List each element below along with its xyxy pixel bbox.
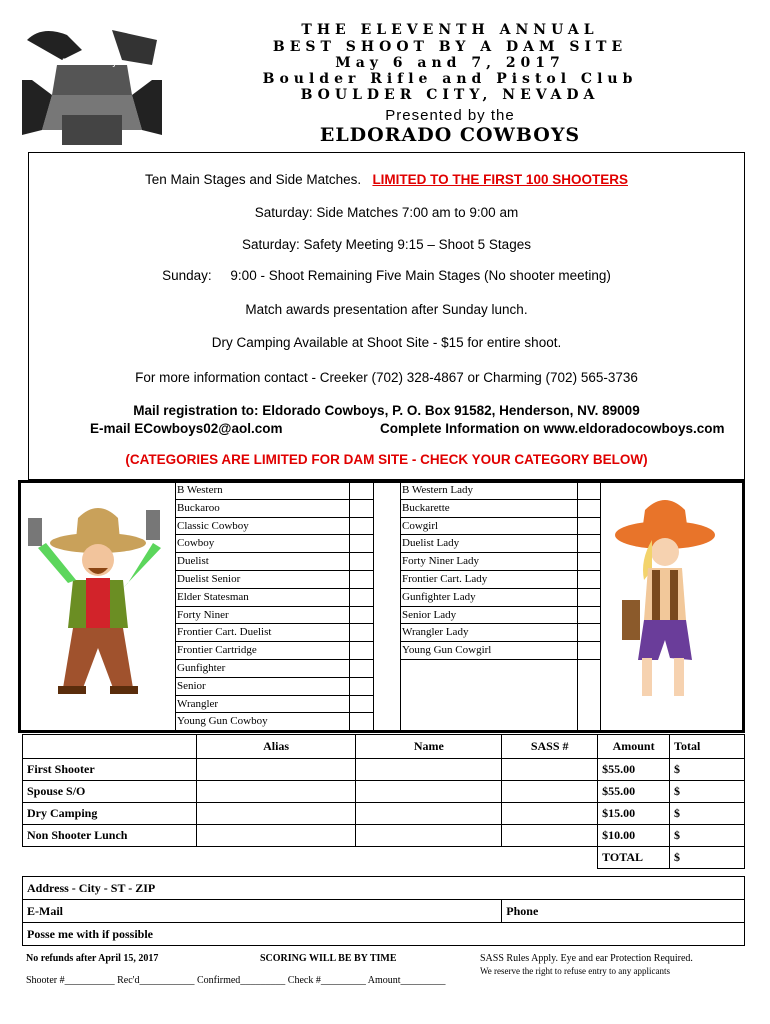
- sunday-label: Sunday:: [162, 268, 212, 283]
- empty-cell: [196, 825, 356, 847]
- total-row: [23, 847, 745, 869]
- email-text: E-mail ECowboys02@aol.com: [90, 421, 283, 436]
- category-row[interactable]: [175, 553, 374, 571]
- title-line-3: May 6 and 7, 2017: [335, 55, 565, 71]
- category-label: Duelist Senior: [177, 572, 241, 585]
- address-field[interactable]: Address - City - ST - ZIP: [23, 877, 745, 900]
- category-label: Duelist: [177, 555, 209, 568]
- category-label: Buckaroo: [177, 501, 220, 514]
- category-label: B Western: [177, 484, 223, 496]
- category-row[interactable]: [175, 589, 374, 607]
- info-line-6: Dry Camping Available at Shoot Site - $15 for entire shoot.: [211, 335, 562, 350]
- category-row[interactable]: [400, 518, 601, 536]
- svg-text:Boulder City: Boulder City: [62, 58, 118, 68]
- organization-name: ELDORADO COWBOYS: [319, 124, 581, 146]
- rules-line-1: SASS Rules Apply. Eye and ear Protection Required.: [480, 953, 693, 964]
- women-categories-list: [400, 482, 601, 660]
- category-label: Frontier Cart. Lady: [402, 572, 488, 585]
- stages-text: Ten Main Stages and Side Matches.: [145, 172, 362, 187]
- category-label: Buckarette: [402, 501, 450, 514]
- category-row[interactable]: [175, 678, 374, 696]
- email-field[interactable]: E-Mail: [23, 900, 502, 923]
- header-amount: Amount: [598, 735, 670, 759]
- website-text: Complete Information on www.eldoradocowboys.com: [380, 421, 725, 436]
- category-row[interactable]: [175, 642, 374, 660]
- category-row[interactable]: [400, 535, 601, 553]
- table-row: [23, 759, 745, 781]
- category-label: Senior Lady: [402, 608, 457, 621]
- info-line-7: For more information contact - Creeker (702) 328-4867 or Charming (702) 565-3736: [135, 370, 638, 385]
- category-label: Forty Niner Lady: [402, 555, 479, 568]
- category-row[interactable]: [400, 589, 601, 607]
- category-label: Senior: [177, 679, 206, 692]
- header-blank: [23, 735, 197, 759]
- category-row[interactable]: [400, 500, 601, 518]
- amount-cell: $10.00: [598, 825, 670, 847]
- phone-field[interactable]: Phone: [502, 900, 745, 923]
- alias-field[interactable]: [196, 781, 356, 803]
- registration-header-row: [23, 735, 745, 759]
- empty-cell: [502, 803, 598, 825]
- category-row[interactable]: [175, 607, 374, 625]
- title-line-2: BEST SHOOT BY A DAM SITE: [272, 39, 628, 55]
- category-row[interactable]: [400, 571, 601, 589]
- row-label: Spouse S/O: [23, 781, 197, 803]
- category-label: Forty Niner: [177, 608, 229, 621]
- header-sass: SASS #: [502, 735, 598, 759]
- category-label: Elder Statesman: [177, 590, 249, 603]
- amount-cell: $55.00: [598, 781, 670, 803]
- category-row[interactable]: [175, 482, 374, 500]
- category-label: Cowgirl: [402, 519, 439, 532]
- category-label: Wrangler: [177, 697, 219, 710]
- total-field[interactable]: $: [670, 781, 745, 803]
- category-label: Classic Cowboy: [177, 519, 249, 532]
- total-field[interactable]: $: [670, 803, 745, 825]
- empty-cell: [356, 803, 502, 825]
- info-line-1: [28, 172, 745, 187]
- header-total: Total: [670, 735, 745, 759]
- category-row[interactable]: [400, 642, 601, 660]
- name-field[interactable]: [356, 781, 502, 803]
- category-row[interactable]: [175, 713, 374, 731]
- registration-table: [22, 734, 745, 869]
- limited-text: LIMITED TO THE FIRST 100 SHOOTERS: [372, 172, 628, 187]
- category-row[interactable]: [400, 482, 601, 500]
- posse-field[interactable]: Posse me with if possible: [23, 923, 745, 946]
- category-label: Frontier Cartridge: [177, 644, 257, 657]
- alias-field[interactable]: [196, 759, 356, 781]
- refunds-note: No refunds after April 15, 2017: [26, 953, 159, 964]
- category-row[interactable]: [175, 571, 374, 589]
- title-line-1: THE ELEVENTH ANNUAL: [301, 22, 599, 38]
- title-line-5: BOULDER CITY, NEVADA: [300, 87, 600, 103]
- category-row[interactable]: [175, 696, 374, 714]
- scoring-note: SCORING WILL BE BY TIME: [260, 953, 397, 964]
- category-row[interactable]: [175, 518, 374, 536]
- category-label: Gunfighter Lady: [402, 590, 476, 603]
- row-label: First Shooter: [23, 759, 197, 781]
- category-label: Duelist Lady: [402, 537, 460, 550]
- info-line-3: Saturday: Safety Meeting 9:15 – Shoot 5 Stages: [242, 237, 531, 252]
- mail-registration: Mail registration to: Eldorado Cowboys, P. O. Box 91582, Henderson, NV. 89009: [133, 403, 640, 418]
- category-row[interactable]: [175, 624, 374, 642]
- grand-total-field[interactable]: $: [670, 847, 745, 869]
- total-field[interactable]: $: [670, 759, 745, 781]
- row-label: Non Shooter Lunch: [23, 825, 197, 847]
- category-label: Gunfighter: [177, 661, 226, 674]
- category-row[interactable]: [175, 535, 374, 553]
- office-use-line: Shooter #__________ Rec'd___________ Confirmed_________ Check #_________ Amount_________: [26, 975, 446, 986]
- empty-cell: [356, 825, 502, 847]
- sunday-text: 9:00 - Shoot Remaining Five Main Stages (No shooter meeting): [230, 268, 611, 283]
- row-label: Dry Camping: [23, 803, 197, 825]
- table-row: [23, 803, 745, 825]
- dam-logo-image: [22, 20, 162, 150]
- category-label: Wrangler Lady: [402, 626, 469, 639]
- sass-field[interactable]: [502, 759, 598, 781]
- cowboy-image: [28, 488, 168, 698]
- presented-by: Presented by the: [385, 107, 515, 124]
- info-line-2: Saturday: Side Matches 7:00 am to 9:00 am: [254, 205, 519, 220]
- empty-cell: [502, 847, 598, 869]
- category-row[interactable]: [175, 500, 374, 518]
- category-label: Cowboy: [177, 537, 215, 550]
- header-name: Name: [356, 735, 502, 759]
- category-label: Young Gun Cowboy: [177, 715, 268, 728]
- empty-cell: [502, 825, 598, 847]
- info-line-5: Match awards presentation after Sunday lunch.: [245, 302, 528, 317]
- info-line-4: [28, 268, 745, 283]
- total-label: TOTAL: [598, 847, 670, 869]
- title-line-4: Boulder Rifle and Pistol Club: [262, 71, 638, 87]
- sass-field[interactable]: [502, 781, 598, 803]
- name-field[interactable]: [356, 759, 502, 781]
- category-label: Frontier Cart. Duelist: [177, 626, 272, 639]
- header-alias: Alias: [196, 735, 356, 759]
- categories-note: (CATEGORIES ARE LIMITED FOR DAM SITE - CHECK YOUR CATEGORY BELOW): [125, 452, 648, 467]
- category-row[interactable]: [175, 660, 374, 678]
- empty-cell: [196, 803, 356, 825]
- rules-line-2: We reserve the right to refuse entry to any applicants: [480, 966, 670, 976]
- category-row[interactable]: [400, 624, 601, 642]
- empty-cell: [196, 847, 356, 869]
- table-row: [23, 825, 745, 847]
- rules-note: [480, 953, 750, 977]
- men-categories-list: [175, 482, 374, 731]
- cowgirl-image: [600, 490, 730, 710]
- category-row[interactable]: [400, 607, 601, 625]
- category-label: B Western Lady: [402, 484, 474, 496]
- total-field[interactable]: $: [670, 825, 745, 847]
- empty-cell: [23, 847, 197, 869]
- table-row: [23, 781, 745, 803]
- empty-cell: [356, 847, 502, 869]
- category-row[interactable]: [400, 553, 601, 571]
- amount-cell: $15.00: [598, 803, 670, 825]
- amount-cell: $55.00: [598, 759, 670, 781]
- contact-table: [22, 876, 745, 946]
- category-label: Young Gun Cowgirl: [402, 644, 492, 657]
